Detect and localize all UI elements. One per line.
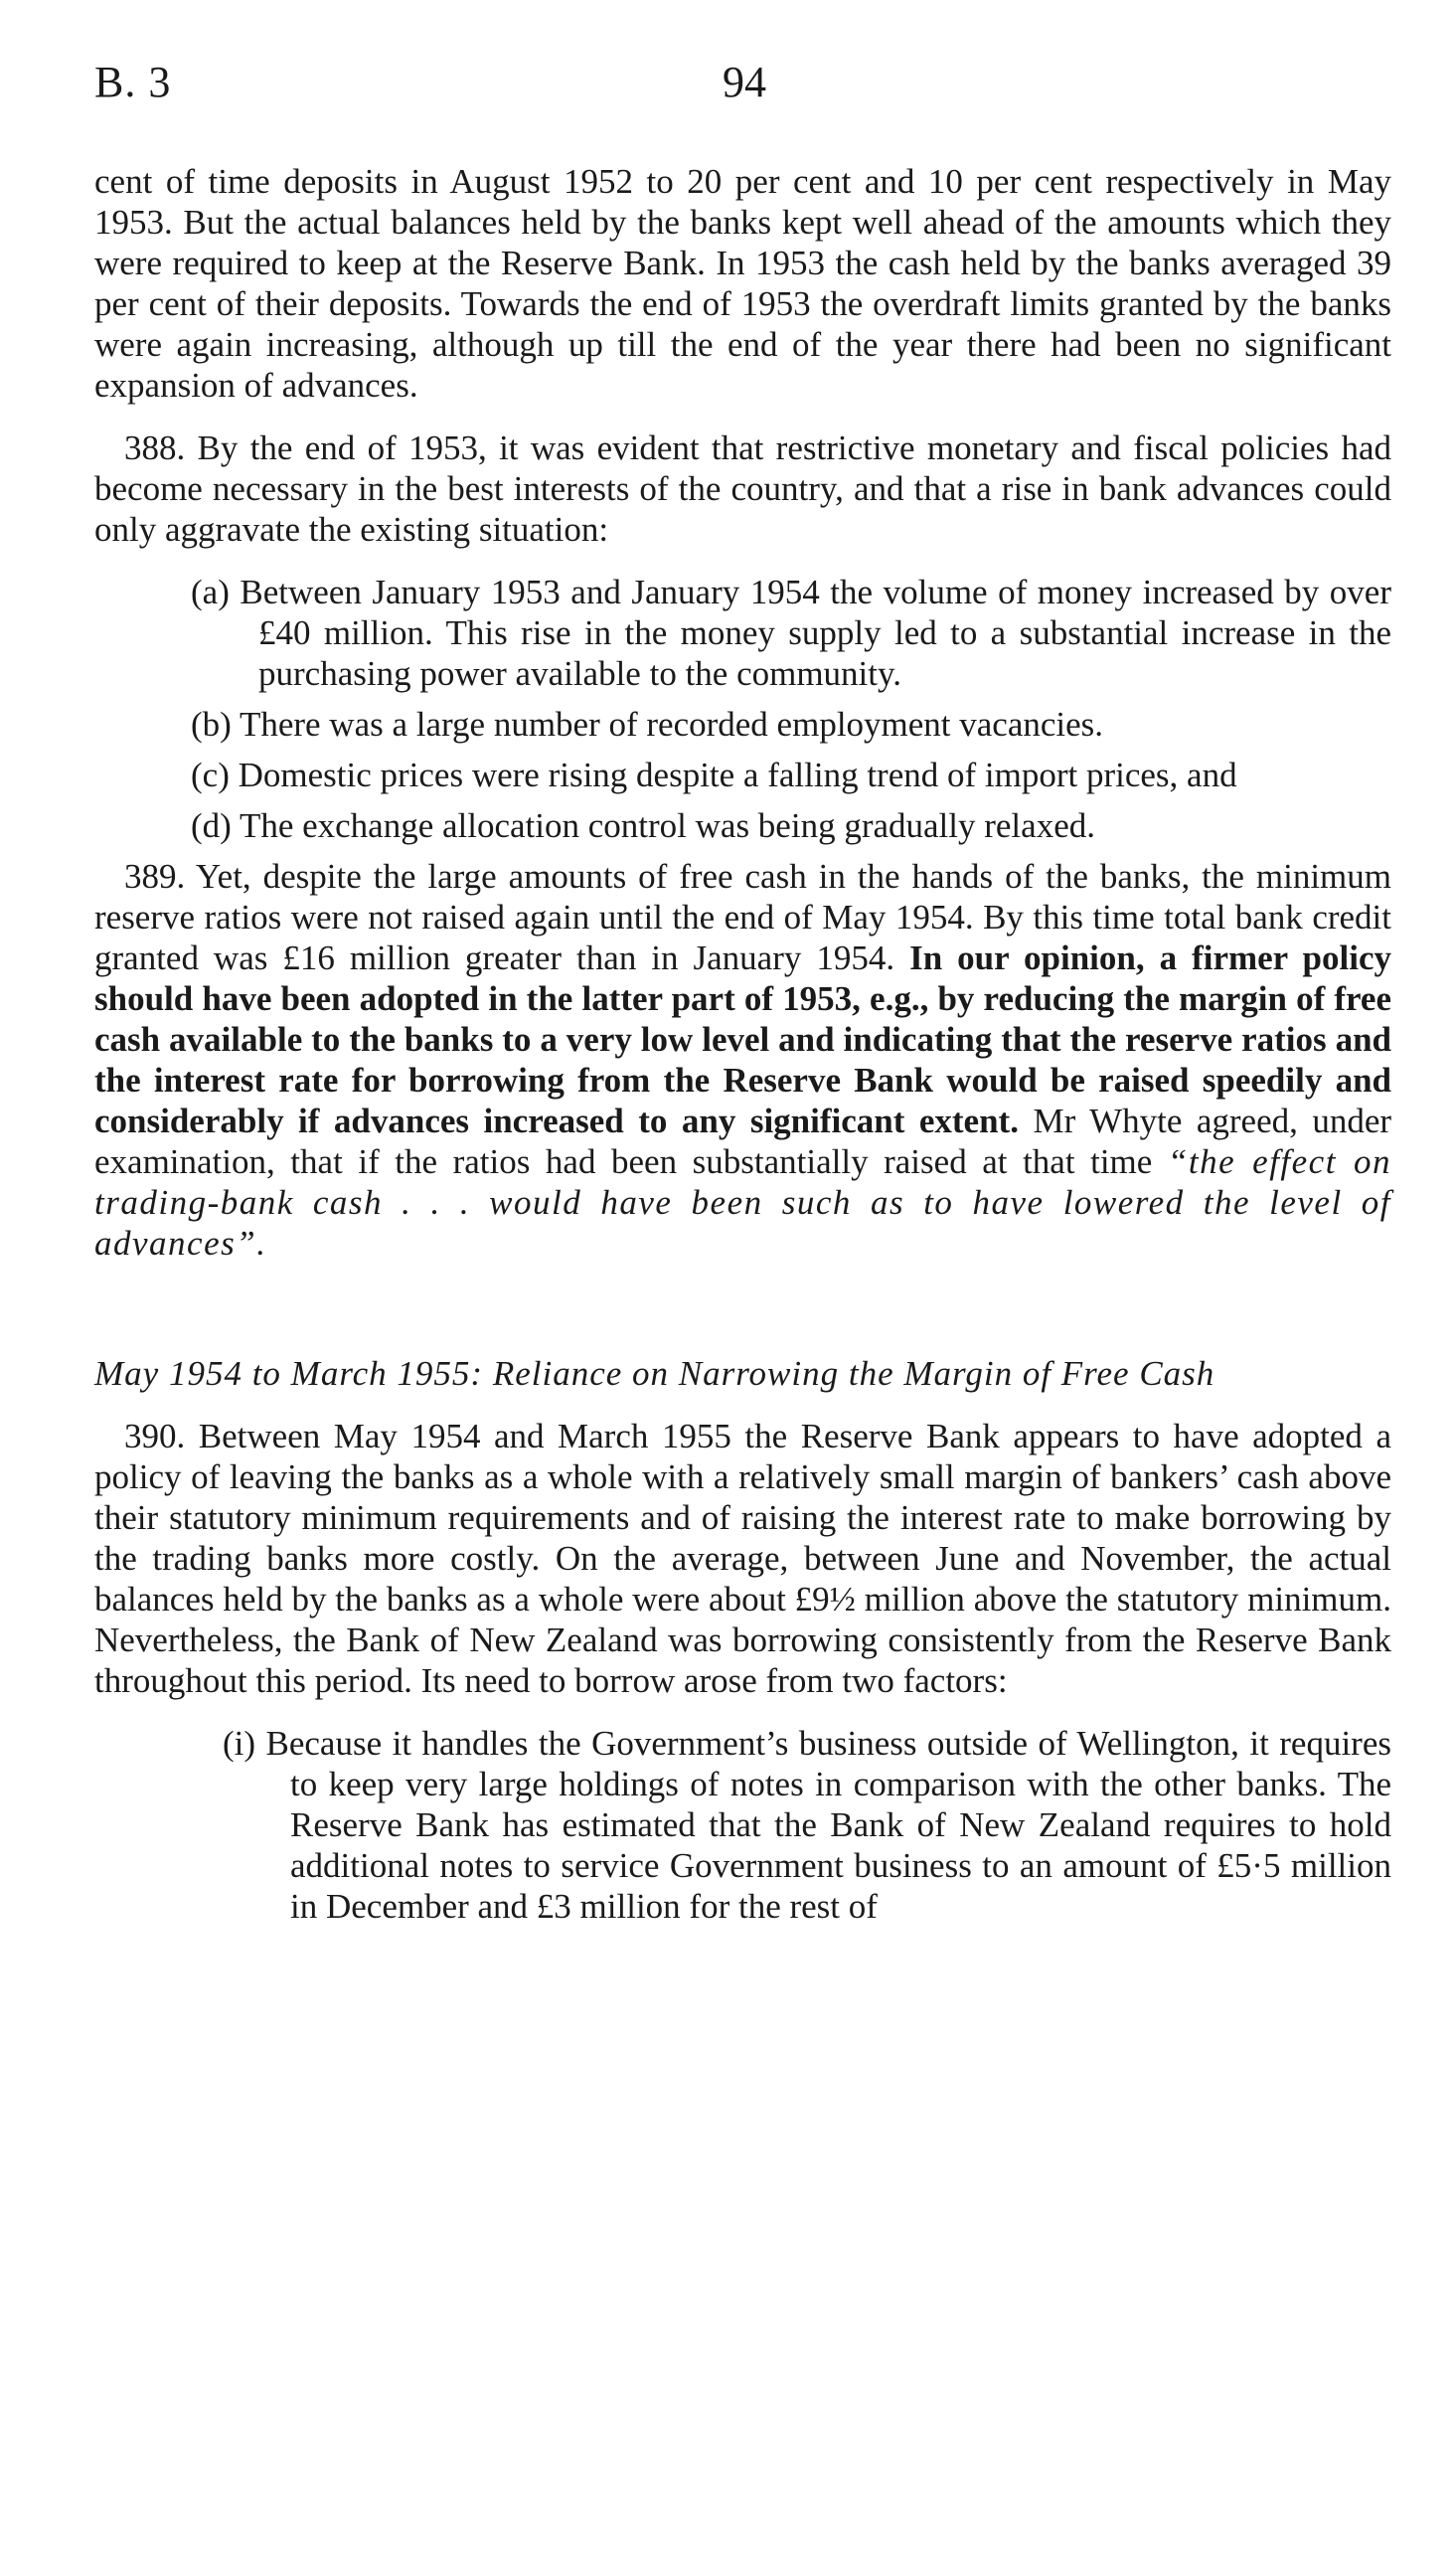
paragraph-389-opinion: In our opinion, a firmer policy should have been adopted in the latter part of 1953, e.g., by reducing the margin of free cash available to the banks to a very low level and indicating that the reserve ratios and the interest rate for borrowing from the Reserve Bank would be raised speedily and considerably if advances increased to any significant extent. — [94, 939, 1391, 1140]
list-390 — [94, 1723, 1391, 1927]
body-text — [94, 161, 1391, 1937]
list-item-label: (i) — [223, 1724, 256, 1763]
document-identifier: B. 3 — [94, 58, 172, 106]
list-item-label: (c) — [191, 756, 230, 794]
paragraph-389-testimony: Mr Whyte agreed, under examination, that if the ratios had been substantially raised at that time — [94, 1102, 1392, 1181]
paragraph-389-text: 389. Yet, despite the large amounts of free cash in the hands of the banks, the minimum reserve ratios were not raised again until the end of May 1954. By this time total bank credit granted was £16 million greater than in January 1954. — [94, 857, 1391, 977]
paragraph-390: 390. Between May 1954 and March 1955 the Reserve Bank appears to have adopted a policy of leaving the banks as a whole with a relatively small margin of bankers’ cash above their statutory minimum requirements and of raising the interest rate to make borrowing by the trading banks more costly. On the average, between June and November, the actual balances held by the banks as a whole were about £9½ million above the statutory minimum. Nevertheless, the Bank of New Zealand was borrowing consistently from the Reserve Bank throughout this period. Its need to borrow arose from two factors: — [94, 1417, 1391, 1700]
list-item — [94, 755, 1391, 795]
paragraph-389-quote: “the effect on trading-bank cash . . . would have been such as to have lowered the level of advances”. — [94, 1142, 1391, 1263]
paragraph-continued: cent of time deposits in August 1952 to 20 per cent and 10 per cent respectively in May 1953. But the actual balances held by the banks kept well ahead of the amounts which they were required to keep at the Reserve Bank. In 1953 the cash held by the banks averaged 39 per cent of their deposits. Towards the end of 1953 the overdraft limits granted by the banks were again increasing, although up till the end of the year there had been no significant expansion of advances. — [94, 162, 1391, 405]
page-number: 94 — [723, 58, 766, 106]
list-item-label: (b) — [191, 705, 232, 744]
list-item-text: Between January 1953 and January 1954 the volume of money increased by over £40 million. This rise in the money supply led to a substantial increase in the purchasing power available to the community. — [240, 573, 1391, 693]
list-388 — [94, 572, 1391, 846]
section-heading: May 1954 to March 1955: Reliance on Narrowing the Margin of Free Cash — [94, 1354, 1215, 1393]
list-item-text: Domestic prices were rising despite a falling trend of import prices, and — [238, 756, 1237, 794]
paragraph-389 — [94, 856, 1391, 1264]
list-item — [94, 704, 1391, 745]
list-item — [94, 1723, 1391, 1927]
list-item-text: Because it handles the Government’s business outside of Wellington, it requires to keep very large holdings of notes in comparison with the other banks. The Reserve Bank has estimated that the Bank of New Zealand requires to hold additional notes to service Government business to an amount of £5·5 million in December and £3 million for the rest of — [265, 1724, 1391, 1926]
list-item — [94, 572, 1391, 694]
paragraph-388: 388. By the end of 1953, it was evident that restrictive monetary and fiscal policies had become necessary in the best interests of the country, and that a rise in bank advances could only aggravate the existing situation: — [94, 428, 1391, 549]
list-item — [94, 805, 1391, 846]
list-item-text: There was a large number of recorded employment vacancies. — [239, 705, 1104, 744]
list-item-label: (a) — [191, 573, 230, 611]
list-item-text: The exchange allocation control was being gradually relaxed. — [239, 806, 1095, 845]
page-header — [94, 58, 1386, 111]
list-item-label: (d) — [191, 806, 232, 845]
